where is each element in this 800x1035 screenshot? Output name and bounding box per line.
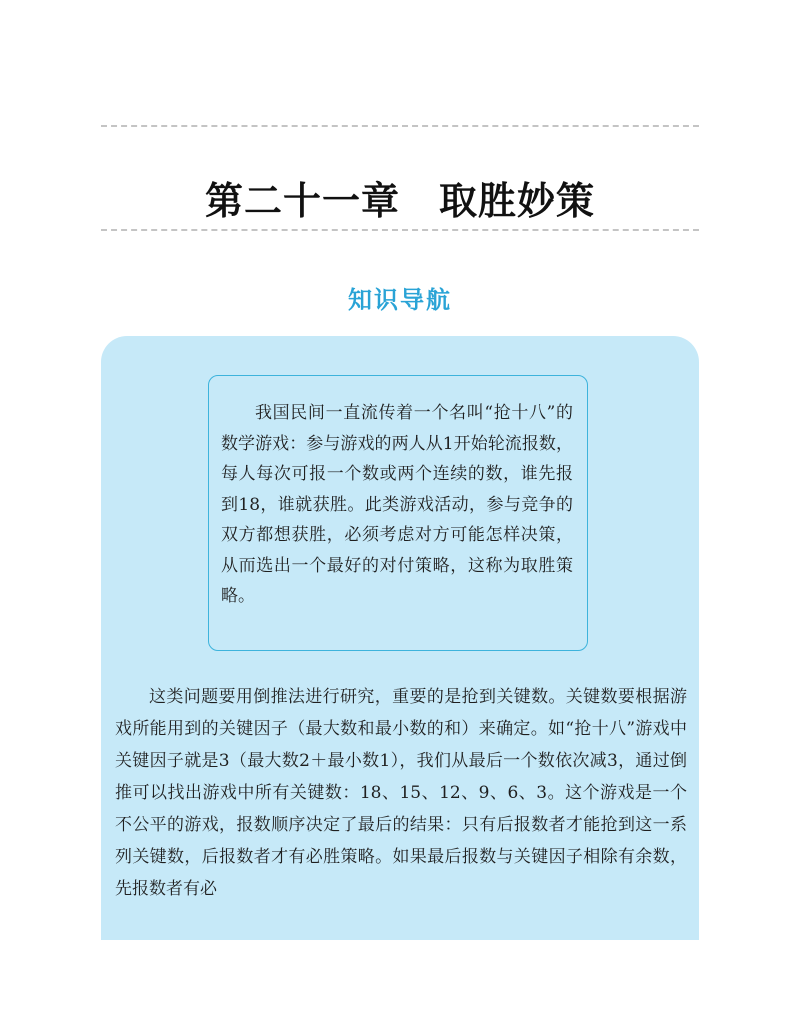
top-dashed-divider: [101, 125, 699, 127]
intro-box: [208, 375, 588, 651]
bottom-dashed-divider: [101, 229, 699, 231]
intro-paragraph: 我国民间一直流传着一个名叫“抢十八”的数学游戏：参与游戏的两人从1开始轮流报数，每人每次可报一个数或两个连续的数，谁先报到18，谁就获胜。此类游戏活动，参与竞争的双方都想获胜，必须考虑对方可能怎样决策，从而选出一个最好的对付策略，这称为取胜策略。: [221, 403, 573, 606]
section-heading: 知识导航: [348, 285, 452, 314]
chapter-title: 第二十一章 取胜妙策: [204, 179, 595, 224]
knowledge-panel: [101, 336, 699, 940]
body-paragraph: 这类问题要用倒推法进行研究，重要的是抢到关键数。关键数要根据游戏所能用到的关键因子（最大数和最小数的和）来确定。如“抢十八”游戏中关键因子就是3（最大数2＋最小数1），我们从最后一个数依次减3，通过倒推可以找出游戏中所有关键数：18、15、12、9、6、3。这个游戏是一个不公平的游戏，报数顺序决定了最后的结果：只有后报数者才能抢到这一系列关键数，后报数者才有必胜策略。如果最后报数与关键因子相除有余数，先报数者有必: [115, 687, 687, 899]
